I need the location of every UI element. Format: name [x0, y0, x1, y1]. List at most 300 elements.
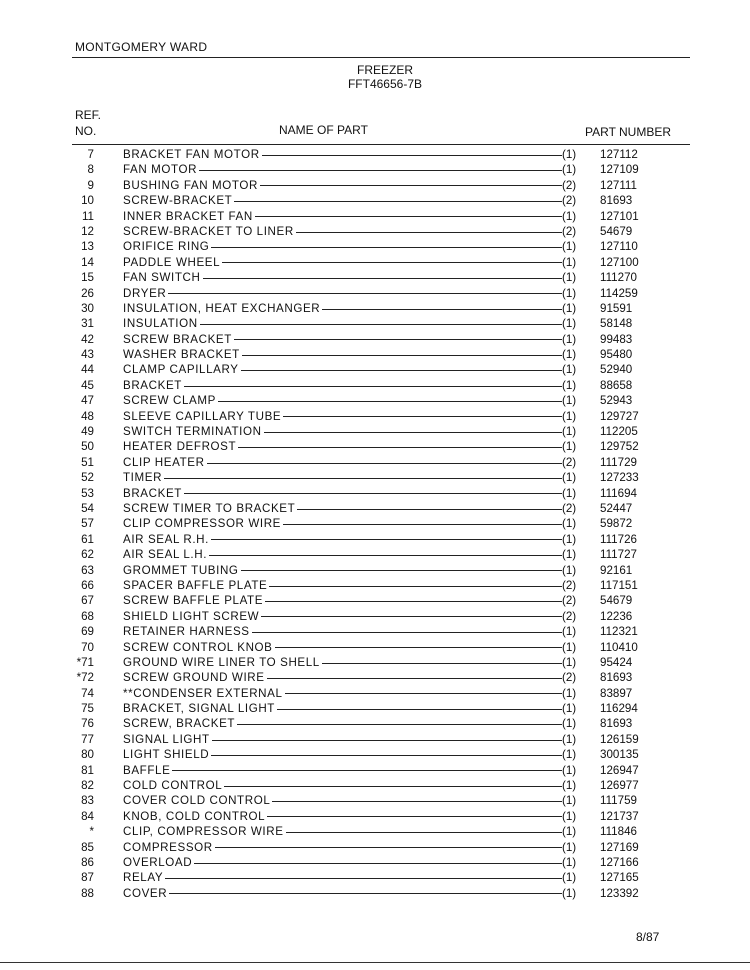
quantity: (1) — [562, 148, 577, 161]
ref-number: 48 — [81, 409, 94, 423]
quantity: (1) — [562, 440, 577, 454]
ref-number: 42 — [81, 332, 94, 346]
leader-line — [238, 447, 562, 448]
leader-line — [184, 493, 562, 494]
part-name-cell — [123, 578, 562, 593]
part-number: 127165 — [600, 871, 639, 885]
part-name-cell — [123, 224, 562, 239]
quantity: (1) — [562, 409, 577, 423]
leader-line — [322, 663, 562, 664]
part-name-cell — [123, 855, 562, 870]
quantity: (1) — [562, 363, 577, 377]
ref-number: 62 — [81, 548, 94, 562]
quantity: (2) — [562, 501, 577, 515]
quantity: (1) — [562, 209, 577, 223]
leader-line — [211, 755, 562, 756]
table-row — [0, 255, 750, 270]
part-number: 111729 — [600, 455, 637, 469]
part-name-cell — [123, 332, 562, 347]
part-number: 112205 — [600, 425, 638, 439]
leader-line — [234, 201, 562, 202]
leader-line — [194, 863, 562, 864]
part-name: SCREW TIMER TO BRACKET — [123, 501, 296, 515]
leader-line — [222, 262, 562, 263]
quantity: (1) — [562, 779, 577, 793]
ref-number: 53 — [81, 486, 94, 500]
leader-line — [184, 386, 562, 387]
ref-number: *71 — [76, 655, 94, 669]
part-name: AIR SEAL R.H. — [123, 532, 209, 546]
leader-line — [218, 401, 562, 402]
quantity: (2) — [562, 224, 577, 238]
part-number-column-header: PART NUMBER — [585, 125, 672, 139]
part-number: 129727 — [600, 409, 639, 423]
part-name: SCREW CLAMP — [123, 394, 216, 408]
table-row — [0, 486, 750, 501]
part-name: SIGNAL LIGHT — [123, 732, 210, 746]
part-number: 91591 — [600, 301, 633, 315]
ref-number: 44 — [81, 363, 94, 377]
part-name-cell — [123, 439, 562, 454]
table-row — [0, 886, 750, 901]
quantity: (2) — [562, 594, 577, 608]
table-row — [0, 316, 750, 331]
part-number: 127100 — [600, 255, 639, 269]
part-name-cell — [123, 270, 562, 285]
leader-line — [237, 724, 562, 725]
part-name-cell — [123, 886, 562, 901]
quantity: (2) — [562, 578, 577, 592]
part-name-cell — [123, 286, 562, 301]
ref-number: 63 — [81, 563, 94, 577]
leader-line — [164, 478, 562, 479]
part-name: BRACKET — [123, 486, 182, 500]
leader-line — [211, 247, 562, 248]
quantity: (1) — [562, 332, 577, 346]
ref-number: 80 — [81, 748, 94, 762]
part-name-cell — [123, 255, 562, 270]
ref-number: 26 — [81, 286, 94, 300]
table-row — [0, 378, 750, 393]
leader-line — [255, 216, 562, 217]
name-column-header: NAME OF PART — [279, 123, 368, 137]
part-number: 52940 — [600, 363, 633, 377]
part-number: 111694 — [600, 486, 637, 500]
part-name: SPACER BAFFLE PLATE — [123, 578, 268, 592]
leader-line — [262, 155, 562, 156]
part-name: SCREW GROUND WIRE — [123, 671, 265, 685]
table-row — [0, 732, 750, 747]
quantity: (1) — [562, 348, 577, 362]
part-name-cell — [123, 593, 562, 608]
ref-number: 66 — [81, 578, 94, 592]
part-name: SHIELD LIGHT SCREW — [123, 609, 260, 623]
quantity: (1) — [562, 655, 577, 669]
part-number: 127112 — [600, 148, 638, 161]
part-name-cell — [123, 870, 562, 885]
part-number: 111726 — [600, 532, 637, 546]
ref-number: 15 — [81, 271, 94, 285]
part-number: 54679 — [600, 224, 633, 238]
part-name: SCREW CONTROL KNOB — [123, 640, 273, 654]
ref-number: 81 — [81, 763, 94, 777]
leader-line — [297, 509, 562, 510]
part-name: BAFFLE — [123, 763, 171, 777]
ref-column-header — [75, 107, 101, 139]
leader-line — [224, 786, 562, 787]
quantity: (1) — [562, 625, 577, 639]
ref-number: 13 — [81, 240, 94, 254]
ref-number: 87 — [81, 871, 94, 885]
quantity: (1) — [562, 532, 577, 546]
part-name-cell — [123, 470, 562, 485]
table-row — [0, 593, 750, 608]
part-name: SCREW, BRACKET — [123, 717, 236, 731]
part-name-cell — [123, 701, 562, 716]
ref-number: 83 — [81, 794, 94, 808]
part-name: COMPRESSOR — [123, 840, 213, 854]
bottom-rule — [0, 962, 750, 963]
title-line-1: FREEZER — [356, 63, 413, 77]
leader-line — [241, 570, 562, 571]
leader-line — [260, 185, 562, 186]
part-name-cell — [123, 563, 562, 578]
quantity: (1) — [562, 301, 577, 315]
table-row — [0, 686, 750, 701]
part-number: 117151 — [600, 578, 638, 592]
leader-line — [264, 432, 562, 433]
part-name: SLEEVE CAPILLARY TUBE — [123, 409, 282, 423]
part-name: CLIP COMPRESSOR WIRE — [123, 517, 282, 531]
part-name-cell — [123, 609, 562, 624]
ref-number: 57 — [81, 517, 94, 531]
part-name: SCREW BAFFLE PLATE — [123, 594, 264, 608]
quantity: (1) — [562, 317, 577, 331]
part-number: 114259 — [600, 286, 638, 300]
part-number: 83897 — [600, 686, 633, 700]
part-name-cell — [123, 640, 562, 655]
table-row — [0, 409, 750, 424]
ref-number: 31 — [81, 317, 94, 331]
part-name-cell — [123, 393, 562, 408]
part-name: CLIP HEATER — [123, 455, 205, 469]
quantity: (2) — [562, 671, 577, 685]
page-number: 8/87 — [636, 930, 660, 944]
part-number: 99483 — [600, 332, 633, 346]
part-name: GROUND WIRE LINER TO SHELL — [123, 655, 320, 669]
table-row — [0, 362, 750, 377]
part-number: 126977 — [600, 779, 639, 793]
ref-number: 14 — [81, 255, 94, 269]
ref-number: 69 — [81, 625, 94, 639]
ref-header-line-1: REF. — [75, 108, 102, 122]
ref-number: 74 — [81, 686, 94, 700]
parts-list — [0, 147, 750, 901]
model-number: FFT46656-7B — [347, 77, 423, 91]
ref-number: 76 — [81, 717, 94, 731]
leader-line — [203, 278, 563, 279]
part-name-cell — [123, 793, 562, 808]
table-row — [0, 609, 750, 624]
ref-number: 30 — [81, 301, 94, 315]
leader-line — [168, 293, 562, 294]
table-row — [0, 286, 750, 301]
part-name-cell — [123, 716, 562, 731]
part-name-cell — [123, 193, 562, 208]
table-row — [0, 347, 750, 362]
table-row — [0, 470, 750, 485]
quantity: (1) — [562, 563, 577, 577]
quantity: (1) — [562, 825, 577, 839]
part-number: 111270 — [600, 271, 637, 285]
quantity: (2) — [562, 178, 577, 192]
part-name-cell — [123, 178, 562, 193]
leader-line — [211, 539, 562, 540]
table-row — [0, 640, 750, 655]
leader-line — [212, 740, 562, 741]
table-row — [0, 793, 750, 808]
part-name: COVER — [123, 886, 168, 900]
part-name: DRYER — [123, 286, 167, 300]
table-row — [0, 809, 750, 824]
part-number: 300135 — [600, 748, 639, 762]
table-row — [0, 716, 750, 731]
leader-line — [275, 647, 562, 648]
part-name: SCREW-BRACKET TO LINER — [123, 224, 294, 238]
table-row — [0, 655, 750, 670]
table-row — [0, 193, 750, 208]
part-name-cell — [123, 209, 562, 224]
table-row — [0, 563, 750, 578]
part-name: BRACKET FAN MOTOR — [123, 148, 260, 161]
leader-line — [241, 370, 562, 371]
table-row — [0, 824, 750, 839]
ref-number: 43 — [81, 348, 94, 362]
part-name: OVERLOAD — [123, 855, 193, 869]
part-name: RELAY — [123, 871, 164, 885]
table-row — [0, 178, 750, 193]
ref-number: 45 — [81, 378, 94, 392]
table-row — [0, 301, 750, 316]
ref-number: 7 — [87, 148, 94, 161]
quantity: (1) — [562, 871, 577, 885]
quantity: (1) — [562, 286, 577, 300]
ref-number: 70 — [81, 640, 94, 654]
part-number: 112321 — [600, 625, 638, 639]
leader-line — [285, 693, 562, 694]
part-name: FAN MOTOR — [123, 163, 198, 177]
leader-line — [172, 770, 562, 771]
part-name: SCREW-BRACKET — [123, 194, 233, 208]
part-number: 127166 — [600, 855, 639, 869]
part-name: LIGHT SHIELD — [123, 748, 210, 762]
part-number: 59872 — [600, 517, 633, 531]
part-name-cell — [123, 840, 562, 855]
ref-number: *72 — [76, 671, 94, 685]
table-row — [0, 547, 750, 562]
leader-line — [242, 355, 562, 356]
ref-number: 51 — [81, 455, 94, 469]
table-row — [0, 701, 750, 716]
ref-number: 54 — [81, 501, 94, 515]
part-number: 12236 — [600, 609, 633, 623]
quantity: (1) — [562, 732, 577, 746]
part-number: 127111 — [600, 178, 637, 192]
part-number: 95480 — [600, 348, 633, 362]
part-name-cell — [123, 486, 562, 501]
leader-line — [261, 616, 562, 617]
part-name-cell — [123, 670, 562, 685]
quantity: (2) — [562, 455, 577, 469]
part-name-cell — [123, 624, 562, 639]
part-name: BUSHING FAN MOTOR — [123, 178, 258, 192]
ref-number: * — [89, 825, 94, 839]
leader-line — [200, 324, 562, 325]
table-row — [0, 670, 750, 685]
part-number: 95424 — [600, 655, 633, 669]
table-row — [0, 270, 750, 285]
ref-number: 11 — [81, 209, 94, 223]
part-name: COVER COLD CONTROL — [123, 794, 271, 808]
part-name: COLD CONTROL — [123, 779, 223, 793]
part-name-cell — [123, 239, 562, 254]
quantity: (1) — [562, 255, 577, 269]
part-name: INSULATION, HEAT EXCHANGER — [123, 301, 321, 315]
part-name-cell — [123, 409, 562, 424]
quantity: (1) — [562, 517, 577, 531]
ref-number: 47 — [81, 394, 94, 408]
ref-number: 49 — [81, 425, 94, 439]
table-row — [0, 578, 750, 593]
ref-number: 10 — [81, 194, 94, 208]
leader-line — [215, 847, 562, 848]
table-row — [0, 147, 750, 162]
leader-line — [277, 709, 562, 710]
part-name-cell — [123, 316, 562, 331]
ref-number: 85 — [81, 840, 94, 854]
part-name-cell — [123, 763, 562, 778]
table-row — [0, 239, 750, 254]
part-name-cell — [123, 147, 562, 162]
header-rule — [72, 144, 690, 145]
part-number: 111759 — [600, 794, 637, 808]
part-name: SCREW BRACKET — [123, 332, 232, 346]
quantity: (1) — [562, 809, 577, 823]
quantity: (1) — [562, 425, 577, 439]
ref-number: 12 — [81, 224, 94, 238]
leader-line — [296, 232, 562, 233]
part-name-cell — [123, 424, 562, 439]
table-row — [0, 332, 750, 347]
part-name-cell — [123, 455, 562, 470]
part-name: RETAINER HARNESS — [123, 625, 250, 639]
part-number: 127109 — [600, 163, 639, 177]
table-row — [0, 209, 750, 224]
ref-number: 9 — [87, 178, 94, 192]
part-name-cell — [123, 778, 562, 793]
quantity: (1) — [562, 548, 577, 562]
table-row — [0, 424, 750, 439]
part-name-cell — [123, 824, 562, 839]
table-row — [0, 439, 750, 454]
quantity: (1) — [562, 886, 577, 900]
part-number: 121737 — [600, 809, 639, 823]
part-name: SWITCH TERMINATION — [123, 425, 262, 439]
part-number: 92161 — [600, 563, 633, 577]
part-number: 111727 — [600, 548, 637, 562]
part-name: KNOB, COLD CONTROL — [123, 809, 266, 823]
part-name-cell — [123, 686, 562, 701]
ref-number: 75 — [81, 702, 94, 716]
part-name-cell — [123, 501, 562, 516]
quantity: (1) — [562, 486, 577, 500]
part-name: TIMER — [123, 471, 163, 485]
part-name: GROMMET TUBING — [123, 563, 239, 577]
table-row — [0, 501, 750, 516]
quantity: (1) — [562, 378, 577, 392]
part-name: PADDLE WHEEL — [123, 255, 221, 269]
leader-line — [165, 878, 562, 879]
table-row — [0, 393, 750, 408]
quantity: (1) — [562, 717, 577, 731]
part-number: 81693 — [600, 717, 633, 731]
table-row — [0, 763, 750, 778]
part-number: 110410 — [600, 640, 638, 654]
part-number: 127110 — [600, 240, 638, 254]
quantity: (1) — [562, 855, 577, 869]
part-name-cell — [123, 547, 562, 562]
leader-line — [272, 801, 562, 802]
part-name-cell — [123, 809, 562, 824]
part-name-cell — [123, 162, 562, 177]
quantity: (2) — [562, 194, 577, 208]
leader-line — [199, 170, 562, 171]
table-row — [0, 870, 750, 885]
table-row — [0, 855, 750, 870]
ref-number: 8 — [87, 163, 94, 177]
part-number: 116294 — [600, 702, 638, 716]
leader-line — [286, 832, 562, 833]
part-name: INSULATION — [123, 317, 198, 331]
quantity: (1) — [562, 763, 577, 777]
part-name: AIR SEAL L.H. — [123, 548, 208, 562]
table-row — [0, 162, 750, 177]
ref-number: 68 — [81, 609, 94, 623]
brand-name: MONTGOMERY WARD — [75, 40, 208, 54]
quantity: (1) — [562, 686, 577, 700]
leader-line — [209, 555, 562, 556]
part-number: 88658 — [600, 378, 633, 392]
ref-header-line-2: NO. — [75, 124, 97, 138]
table-row — [0, 224, 750, 239]
leader-line — [267, 678, 562, 679]
part-number: 52447 — [600, 501, 633, 515]
part-number: 111846 — [600, 825, 637, 839]
table-row — [0, 840, 750, 855]
document-title — [300, 63, 470, 91]
ref-number: 50 — [81, 440, 94, 454]
part-name-cell — [123, 301, 562, 316]
part-name-cell — [123, 516, 562, 531]
part-number: 58148 — [600, 317, 633, 331]
quantity: (1) — [562, 640, 577, 654]
ref-number: 88 — [81, 886, 94, 900]
quantity: (1) — [562, 794, 577, 808]
leader-line — [322, 309, 562, 310]
top-rule — [72, 57, 690, 58]
part-name: ORIFICE RING — [123, 240, 210, 254]
part-number: 81693 — [600, 194, 633, 208]
